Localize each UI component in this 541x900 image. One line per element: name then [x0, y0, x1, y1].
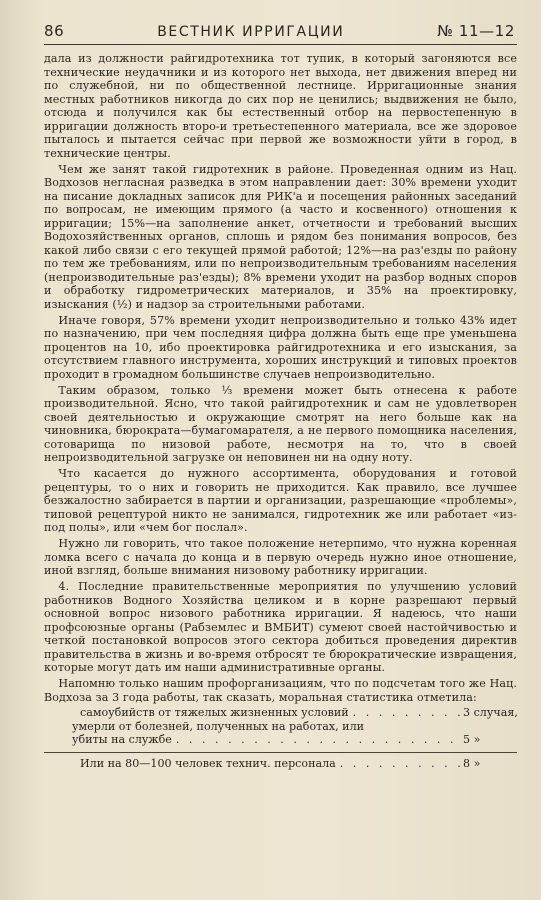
article-body	[44, 52, 517, 770]
paragraph: 4. Последние правительственные мероприятия по улучшению условий работников Водного Хозяйства целиком и в корне разрешают первый основной вопрос низового работника ирригации. Я надеюсь, что наши профсоюзные органы (Рабземлес и ВМБИТ) сумеют своей настойчивостью и четкой постановкой вопросов этого сектора добиться проведения директив правительства в жизнь и во-время отбросят те бюрократические извращения, которые могут дать им наши административные органы.	[44, 580, 517, 674]
paragraph: Иначе говоря, 57% времени уходит непроизводительно и только 43% идет по назначению, при чем последняя цифра должна быть еще пре уменьшена процентов на 10, ибо проектировка райгидротехника и его изыскания, за отсутствием главного инструмента, хороших инструкций и типовых проектов проходит в громадном большинстве случаев непроизводительно.	[44, 313, 517, 381]
moral-statistics-list	[44, 706, 517, 770]
page-header	[44, 22, 517, 44]
stat-label: Или на 80—100 человек технич. персонала	[80, 756, 336, 770]
stat-row	[44, 757, 517, 771]
paragraph: Чем же занят такой гидротехник в районе. Проведенная одним из Нац. Водхозов негласная разведка в этом направлении дает: 30% времени уходит на писание докладных записок для РИК'а и посещения районных заседаний по вопросам, не имеющим прямого (а часто и косвенного) отношения к ирригации; 15%—на заполнение анкет, отчетности и требований высших Водохозяйственных органов, сплошь и рядом без понимания вопросов, без какой либо связи с его текущей прямой работой; 12%—на раз'езды по району по тем же требованиям, или по непроизводительным требованиям населения (непроизводительные раз'езды); 8% времени уходит на разбор водных споров и обработку гидрометрических материалов, и 35% на проектировку, изыскания (½) и надзор за строительными работами.	[44, 162, 517, 311]
stat-label: убиты на службе	[72, 733, 172, 746]
header-rule	[44, 44, 517, 45]
page-number: 86	[44, 22, 65, 40]
stat-row	[44, 720, 517, 734]
stat-value: 8 »	[463, 756, 481, 770]
stat-value: 3 случая,	[463, 706, 518, 719]
dot-leader	[336, 757, 463, 771]
stat-row	[44, 733, 517, 747]
paragraph: Нужно ли говорить, что такое положение нетерпимо, что нужна коренная ломка всего с начала до конца и в первую очередь нужно иное отношение, иной взгляд, больше внимания низовому работнику ирригации.	[44, 537, 517, 577]
stat-value: 5 »	[463, 733, 481, 746]
dot-leader	[349, 706, 463, 720]
stat-row	[44, 706, 517, 720]
issue-number: № 11—12	[437, 22, 515, 40]
paragraph: Таким образом, только ⅓ времени может быть отнесена к работе производительной. Ясно, что такой райгидротехник и сам не удовлетворен своей деятельностью и окружающие смотрят на него больше как на чиновника, бюрократа—бумагомарателя, а не первого помощника населения, сотоварища по низовой работе, несмотря на то, что в своей непроизводительной загрузке он неповинен ни на одну ноту.	[44, 383, 517, 464]
paragraph: дала из должности райгидротехника тот тупик, в который загоняются все технические неудачники и из которого нет выхода, нет движения вперед ни по служебной, ни по общественной лестнице. Ирригационные знания местных работников никогда до сих пор не ценились; выдвижения не было, отсюда и получился как бы естественный отбор на первостепенную в ирригации должность второ-и третьестепенного материала, все же здоровое пыталось и пытается сейчас при первой же возможности уйти в город, в технические центры.	[44, 52, 517, 160]
paragraph: Напомню только нашим профорганизациям, что по подсчетам того же Нац. Водхоза за 3 года работы, так сказать, моральная статистика отметила:	[44, 677, 517, 704]
stat-label: умерли от болезней, полученных на работах, или	[72, 719, 365, 733]
dot-leader	[172, 733, 463, 747]
journal-title: ВЕСТНИК ИРРИГАЦИИ	[157, 24, 345, 40]
stats-divider	[44, 752, 517, 753]
stat-label: самоубийств от тяжелых жизненных условий	[80, 706, 349, 719]
paragraph: Что касается до нужного ассортимента, оборудования и готовой рецептуры, то о них и говорить не приходится. Как правило, все лучшее безжалостно забирается в партии и организации, разрешающие «проблемы», типовой рецептурой никто не занимался, гидротехник же или работает «из-под полы», или «чем бог послал».	[44, 467, 517, 534]
